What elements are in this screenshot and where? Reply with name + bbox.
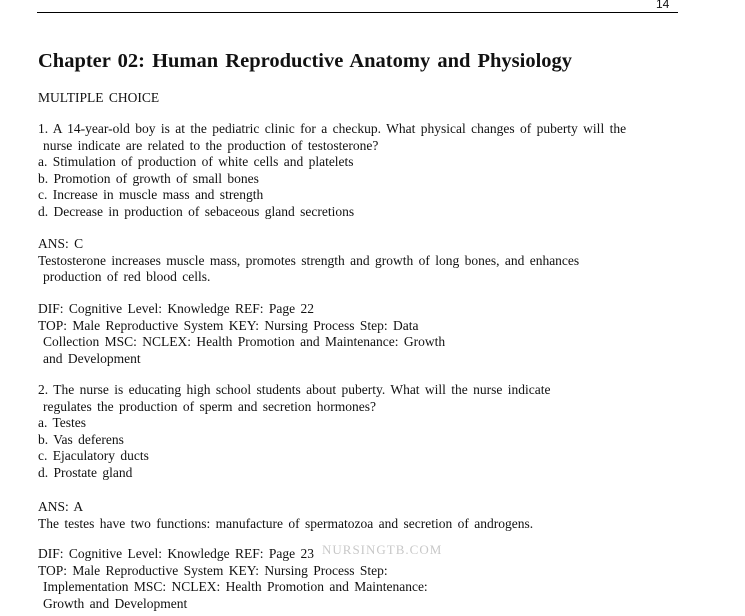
metadata-line: Growth and Development <box>43 595 188 611</box>
option-d: d. Decrease in production of sebaceous gland secretions <box>38 203 355 219</box>
chapter-title: Chapter 02: Human Reproductive Anatomy and Physiology <box>38 50 573 72</box>
option-b: b. Promotion of growth of small bones <box>38 170 259 186</box>
rationale-line: The testes have two functions: manufacture of spermatozoa and secretion of androgens. <box>38 515 534 531</box>
metadata-line: DIF: Cognitive Level: Knowledge REF: Page 23 <box>38 546 314 561</box>
page-number: 14 <box>656 0 670 11</box>
section-label: MULTIPLE CHOICE <box>38 90 160 105</box>
option-a: a. Testes <box>38 415 87 430</box>
metadata-1 <box>38 301 445 367</box>
option-b: b. Vas deferens <box>38 431 124 447</box>
metadata-line: Collection MSC: NCLEX: Health Promotion and Maintenance: Growth <box>43 334 446 349</box>
answer-1 <box>38 236 579 286</box>
rationale-line: Testosterone increases muscle mass, promotes strength and growth of long bones, and enhances <box>38 252 580 268</box>
option-c: c. Increase in muscle mass and strength <box>38 187 264 202</box>
option-c: c. Ejaculatory ducts <box>38 448 149 463</box>
watermark: NURSINGTB.COM <box>322 542 443 557</box>
question-text-line: regulates the production of sperm and secretion hormones? <box>43 398 377 414</box>
question-1 <box>38 121 626 220</box>
question-2 <box>38 382 551 481</box>
question-text-line: 2. The nurse is educating high school students about puberty. What will the nurse indicate <box>38 382 551 397</box>
rationale-line: production of red blood cells. <box>43 269 211 284</box>
option-a: a. Stimulation of production of white cells and platelets <box>38 154 354 169</box>
answer-2 <box>38 499 533 532</box>
option-d: d. Prostate gland <box>38 464 133 480</box>
question-text-line: nurse indicate are related to the production of testosterone? <box>43 137 379 153</box>
metadata-line: TOP: Male Reproductive System KEY: Nursing Process Step: <box>38 562 388 578</box>
metadata-line: TOP: Male Reproductive System KEY: Nursing Process Step: Data <box>38 317 419 333</box>
metadata-line: Implementation MSC: NCLEX: Health Promotion and Maintenance: <box>43 579 428 594</box>
header-rule <box>37 12 678 13</box>
metadata-line: DIF: Cognitive Level: Knowledge REF: Page 22 <box>38 301 314 316</box>
answer-label: ANS: C <box>38 236 84 251</box>
metadata-2 <box>38 546 428 612</box>
question-text-line: 1. A 14-year-old boy is at the pediatric clinic for a checkup. What physical changes of puberty will the <box>38 121 627 136</box>
answer-label: ANS: A <box>38 499 84 514</box>
metadata-line: and Development <box>43 350 141 366</box>
